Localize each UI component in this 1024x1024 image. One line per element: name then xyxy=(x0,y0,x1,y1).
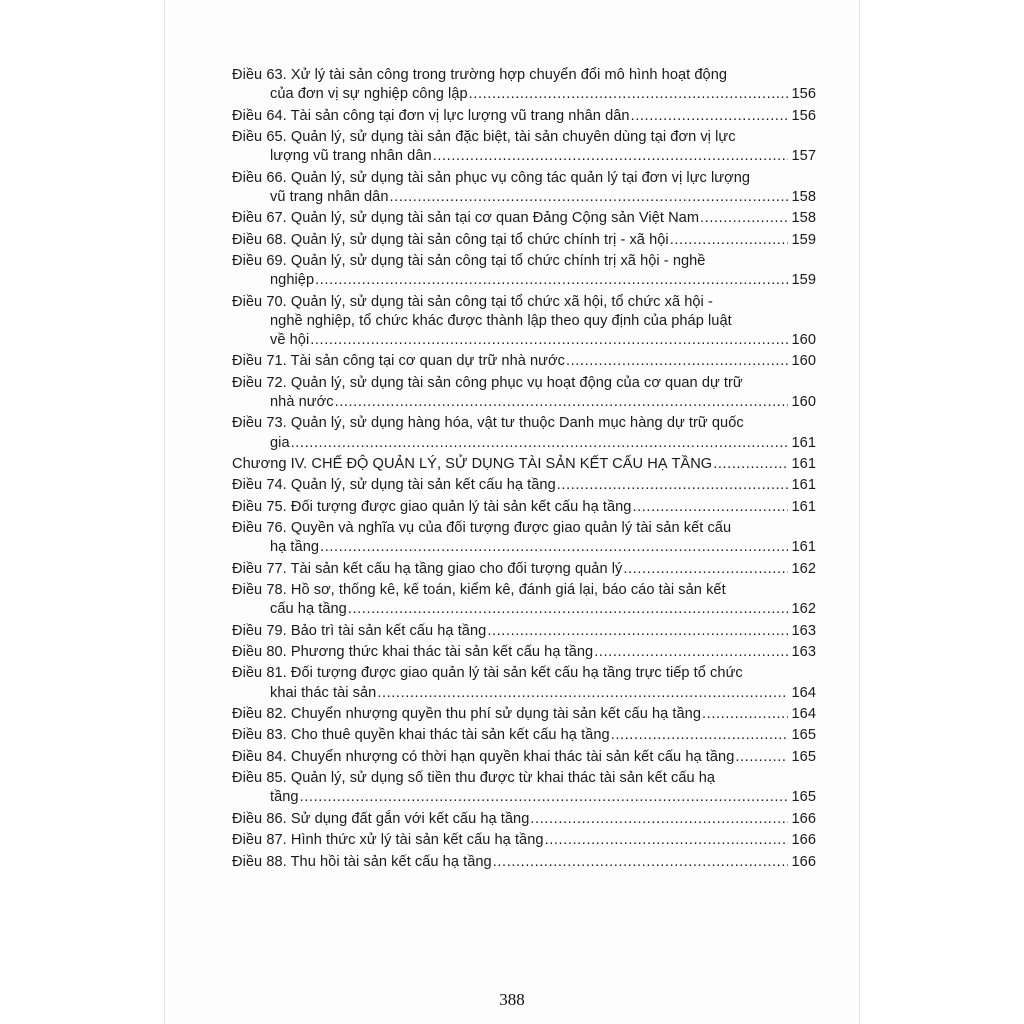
toc-entry xyxy=(232,498,816,517)
toc-entry xyxy=(232,374,816,412)
toc-entry xyxy=(232,748,816,767)
toc-entry-line xyxy=(232,748,816,767)
toc-page-number: 161 xyxy=(791,539,816,556)
toc-entry xyxy=(232,581,816,619)
dot-leader xyxy=(557,476,788,495)
toc-entry-text: nhà nước xyxy=(270,393,334,410)
toc-entry-line xyxy=(232,684,816,703)
toc-entry xyxy=(232,352,816,371)
toc-page-number: 158 xyxy=(791,210,816,227)
dot-leader xyxy=(545,831,788,850)
toc-entry-line xyxy=(232,128,816,147)
toc-page-number: 157 xyxy=(791,148,816,165)
toc-entry-text: Điều 79. Bảo trì tài sản kết cấu hạ tầng xyxy=(232,622,487,639)
dot-leader xyxy=(632,498,788,517)
toc-entry-line xyxy=(232,393,816,412)
toc-entry-line xyxy=(232,726,816,745)
toc-page-number: 162 xyxy=(791,560,816,577)
dot-leader xyxy=(700,209,788,228)
toc-entry-text: vũ trang nhân dân xyxy=(270,188,389,205)
toc-entry-text: Điều 78. Hồ sơ, thống kê, kế toán, kiểm kê, đánh giá lại, báo cáo tài sản kết xyxy=(232,582,726,599)
toc-entry-text: Điều 71. Tài sản công tại cơ quan dự trữ nhà nước xyxy=(232,353,565,370)
toc-entry-text: Điều 63. Xử lý tài sản công trong trường hợp chuyển đổi mô hình hoạt động xyxy=(232,67,728,83)
toc-entry-text: Điều 86. Sử dụng đất gắn với kết cấu hạ tầng xyxy=(232,810,530,827)
toc-entry-text: hạ tầng xyxy=(270,539,320,556)
toc-entry-text: Điều 64. Tài sản công tại đơn vị lực lượng vũ trang nhân dân xyxy=(232,107,630,124)
toc-entry-text: nghiệp xyxy=(270,272,315,289)
toc-entry-line xyxy=(232,853,816,872)
toc-entry-line xyxy=(232,85,816,104)
toc-entry xyxy=(232,414,816,452)
toc-entry-line xyxy=(232,538,816,557)
dot-leader xyxy=(390,188,788,207)
toc-page-number: 165 xyxy=(791,727,816,744)
toc-entry-line xyxy=(232,476,816,495)
toc-entry-text: Điều 87. Hình thức xử lý tài sản kết cấu hạ tầng xyxy=(232,832,544,849)
toc-entry xyxy=(232,252,816,290)
toc-page-number: 156 xyxy=(791,86,816,103)
toc-entry-line xyxy=(232,455,816,474)
toc-entry xyxy=(232,705,816,724)
toc-entry-line xyxy=(232,664,816,683)
toc-entry xyxy=(232,128,816,166)
dot-leader xyxy=(623,560,788,579)
toc-entry-line xyxy=(232,209,816,228)
toc-entry-text: Điều 76. Quyền và nghĩa vụ của đối tượng được giao quản lý tài sản kết cấu xyxy=(232,520,732,537)
toc-entry-text: Điều 75. Đối tượng được giao quản lý tài sản kết cấu hạ tầng xyxy=(232,498,632,515)
toc-entry-line xyxy=(232,312,816,331)
toc-entry xyxy=(232,769,816,807)
toc-entry-line xyxy=(232,769,816,788)
toc-page-number: 164 xyxy=(791,684,816,701)
toc-entry xyxy=(232,455,816,474)
toc-entry xyxy=(232,643,816,662)
toc-entry-line xyxy=(232,705,816,724)
toc-page-number: 159 xyxy=(791,272,816,289)
dot-leader xyxy=(611,726,788,745)
toc-entry-line xyxy=(232,788,816,807)
toc-entry-line xyxy=(232,147,816,166)
toc-entry xyxy=(232,664,816,702)
toc-page-number: 160 xyxy=(791,393,816,410)
toc-entry-line xyxy=(232,271,816,290)
toc-entry xyxy=(232,66,816,104)
toc-entry-line xyxy=(232,434,816,453)
dot-leader xyxy=(348,600,788,619)
toc-entry-text: Điều 68. Quản lý, sử dụng tài sản công tại tổ chức chính trị - xã hội xyxy=(232,231,669,248)
toc-entry-line xyxy=(232,188,816,207)
toc-entry-line xyxy=(232,600,816,619)
toc-entry-text: Điều 69. Quản lý, sử dụng tài sản công tại tổ chức chính trị xã hội - nghề xyxy=(232,252,706,269)
dot-leader xyxy=(377,684,788,703)
toc-entry-text: lượng vũ trang nhân dân xyxy=(270,148,432,165)
toc-entry-line xyxy=(232,107,816,126)
toc-entry-text: Điều 67. Quản lý, sử dụng tài sản tại cơ quan Đảng Cộng sản Việt Nam xyxy=(232,210,700,227)
toc-entry-text: Điều 77. Tài sản kết cấu hạ tầng giao cho đối tượng quản lý xyxy=(232,560,623,577)
toc-entry-line xyxy=(232,560,816,579)
dot-leader xyxy=(315,271,788,290)
toc-entry-line xyxy=(232,831,816,850)
toc-entry-text: của đơn vị sự nghiệp công lập xyxy=(270,86,468,103)
toc-entry xyxy=(232,231,816,250)
toc-page-number: 156 xyxy=(791,107,816,124)
toc-page-number: 165 xyxy=(791,789,816,806)
toc-page-number: 166 xyxy=(791,810,816,827)
dot-leader xyxy=(310,331,788,350)
dot-leader xyxy=(493,853,788,872)
toc-entry-line xyxy=(232,519,816,538)
toc-entry-text: Điều 72. Quản lý, sử dụng tài sản công phục vụ hoạt động của cơ quan dự trữ xyxy=(232,374,743,391)
dot-leader xyxy=(631,107,788,126)
toc-page-number: 161 xyxy=(791,434,816,451)
toc-page-number: 161 xyxy=(791,455,816,472)
dot-leader xyxy=(594,643,788,662)
toc-entry xyxy=(232,476,816,495)
toc-entry-text: khai thác tài sản xyxy=(270,684,377,701)
dot-leader xyxy=(530,810,788,829)
toc-page-number: 160 xyxy=(791,353,816,370)
toc-entry-text: Điều 82. Chuyển nhượng quyền thu phí sử dụng tài sản kết cấu hạ tầng xyxy=(232,706,702,723)
toc-entry-line xyxy=(232,169,816,188)
toc-entry-text: tầng xyxy=(270,789,299,806)
toc-entry-line xyxy=(232,331,816,350)
page-number: 388 xyxy=(499,990,525,1009)
dot-leader xyxy=(300,788,788,807)
toc-entry-text: Điều 88. Thu hồi tài sản kết cấu hạ tầng xyxy=(232,853,492,870)
toc-entry xyxy=(232,107,816,126)
toc-entry xyxy=(232,726,816,745)
dot-leader xyxy=(320,538,788,557)
toc-entry-text: Chương IV. CHẾ ĐỘ QUẢN LÝ, SỬ DỤNG TÀI SẢN KẾT CẤU HẠ TẦNG xyxy=(232,455,713,472)
dot-leader xyxy=(291,434,788,453)
toc-entry-text: Điều 81. Đối tượng được giao quản lý tài sản kết cấu hạ tầng trực tiếp tổ chức xyxy=(232,665,743,682)
dot-leader xyxy=(713,455,788,474)
dot-leader xyxy=(335,393,788,412)
toc-entry-text: Điều 66. Quản lý, sử dụng tài sản phục vụ công tác quản lý tại đơn vị lực lượng xyxy=(232,169,751,186)
toc-entry-text: Điều 65. Quản lý, sử dụng tài sản đặc biệt, tài sản chuyên dùng tại đơn vị lực xyxy=(232,128,736,145)
toc-entry-line xyxy=(232,293,816,312)
toc-entry-line xyxy=(232,622,816,641)
toc-entry-text: Điều 85. Quản lý, sử dụng số tiền thu được từ khai thác tài sản kết cấu hạ xyxy=(232,770,716,787)
toc-entry-text: Điều 84. Chuyển nhượng có thời hạn quyền khai thác tài sản kết cấu hạ tầng xyxy=(232,748,735,765)
dot-leader xyxy=(433,147,788,166)
dot-leader xyxy=(735,748,788,767)
dot-leader xyxy=(702,705,788,724)
toc-entry-line xyxy=(232,252,816,271)
toc-entry xyxy=(232,560,816,579)
toc-page-number: 163 xyxy=(791,644,816,661)
toc-page-number: 164 xyxy=(791,706,816,723)
dot-leader xyxy=(487,622,788,641)
toc-entry-text: Điều 80. Phương thức khai thác tài sản kết cấu hạ tầng xyxy=(232,644,594,661)
toc-page-number: 162 xyxy=(791,601,816,618)
dot-leader xyxy=(670,231,788,250)
toc-entry xyxy=(232,853,816,872)
toc-page-number: 159 xyxy=(791,231,816,248)
toc-entry-text: cấu hạ tầng xyxy=(270,601,347,618)
table-of-contents xyxy=(232,66,816,874)
toc-entry-line xyxy=(232,643,816,662)
toc-entry-line xyxy=(232,374,816,393)
toc-entry-line xyxy=(232,352,816,371)
dot-leader xyxy=(469,85,788,104)
toc-page-number: 161 xyxy=(791,498,816,515)
toc-page-number: 160 xyxy=(791,331,816,348)
toc-entry-line xyxy=(232,414,816,433)
toc-entry-line xyxy=(232,581,816,600)
toc-entry-text: về hội xyxy=(270,331,310,348)
toc-entry xyxy=(232,169,816,207)
toc-entry xyxy=(232,519,816,557)
toc-entry-text: Điều 83. Cho thuê quyền khai thác tài sản kết cấu hạ tầng xyxy=(232,727,610,744)
toc-entry-text: nghề nghiệp, tổ chức khác được thành lập theo quy định của pháp luật xyxy=(270,312,732,329)
toc-entry xyxy=(232,810,816,829)
toc-entry-line xyxy=(232,66,816,85)
toc-entry xyxy=(232,209,816,228)
toc-entry-text: Điều 73. Quản lý, sử dụng hàng hóa, vật tư thuộc Danh mục hàng dự trữ quốc xyxy=(232,415,744,432)
toc-page-number: 163 xyxy=(791,622,816,639)
toc-entry-line xyxy=(232,810,816,829)
toc-entry-text: gia xyxy=(270,434,290,451)
toc-page-number: 166 xyxy=(791,832,816,849)
toc-entry-text: Điều 70. Quản lý, sử dụng tài sản công tại tổ chức xã hội, tổ chức xã hội - xyxy=(232,293,713,310)
toc-page-number: 158 xyxy=(791,188,816,205)
toc-entry xyxy=(232,831,816,850)
toc-entry-line xyxy=(232,498,816,517)
toc-entry xyxy=(232,293,816,351)
toc-page-number: 166 xyxy=(791,853,816,870)
toc-entry xyxy=(232,622,816,641)
toc-entry-text: Điều 74. Quản lý, sử dụng tài sản kết cấu hạ tầng xyxy=(232,477,556,494)
toc-page-number: 161 xyxy=(791,477,816,494)
toc-page-number: 165 xyxy=(791,748,816,765)
toc-entry-line xyxy=(232,231,816,250)
dot-leader xyxy=(566,352,788,371)
